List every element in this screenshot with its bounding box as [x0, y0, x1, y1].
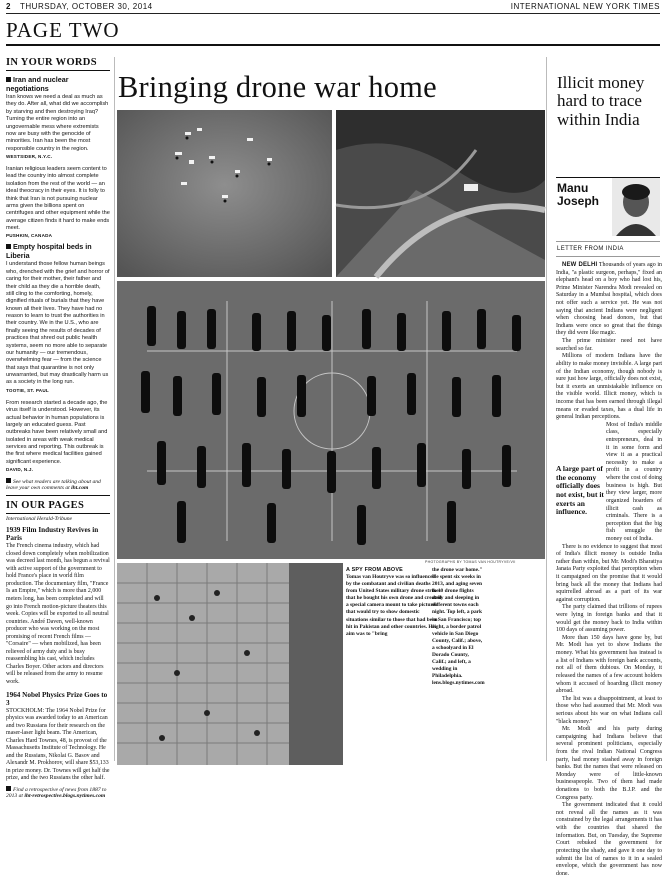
schoolyard-photo: [117, 281, 545, 559]
author-photo-art: [612, 178, 660, 236]
wedding-photo: [117, 563, 343, 765]
column-rule: [556, 256, 660, 257]
letter-body: Iran knows we need a deal as much as they do. After all, what did we accomplish by starving and then destroying Iraq? Turning the entire region into an ungovernable mess where extremists now are busy with the genocide of minorities. Iran has been the most responsible country in the region.: [6, 94, 109, 152]
title-rule: [6, 44, 660, 46]
park-photo: [117, 110, 332, 277]
letter-body: From research started a decade ago, the virus itself is understood. However, its actual behavior in human populations is largely an educated guess. Past outbreaks have been relatively small and isolated in areas with weak medical services and reporting. This outbreak is the first where medical facilities gained significant experience.: [6, 399, 108, 465]
comments-link[interactable]: iht.com: [71, 485, 89, 492]
in-our-pages-title: IN OUR PAGES: [6, 500, 110, 514]
column-paragraph: Most of India's middle class, especially entrepreneurs, deal in it in some form and view it as a practical necessity to make a profit in a country where the cost of doing business is high. But they view larger, more organized hoarders of illicit cash as criminals. There is a perception that the big fish smuggle the money out of India.: [606, 421, 662, 542]
in-our-pages-subtitle: International Herald-Tribune: [6, 516, 73, 523]
letter-body: I understand those fellow human beings who, drenched with the grief and horror of caring for their mother, their father and their child as they die a horrible death, still cling to the comforting, homely, dignified rituals of burials that they have known all their lives. They have had no reason to learn to trust the authorities in their country. We in the U.S., who are finally seeing the results of decades of practices that shred out public health systems, seem no more able to separate our humanity — our tremendous, overwhelming fear — from the science that says that quarantine is not only unwarranted, but may drastically harm us as a society in the long run.: [6, 261, 110, 386]
photo-caption-continued: the drone war home." He spent six weeks in 2013, and aging seven to 10 drone flights daily and sleeping in different towns each night. Top left, a park in San Francisco; top right, a border patrol vehicle in San Diego County, Calif.; above, a schoolyard in El Dorado County, Calif.; and left, a wedding in Philadelphia. lens.blogs.nytimes.com: [432, 567, 485, 687]
feature-headline: Bringing drone war home: [118, 70, 437, 104]
column-paragraph: Millions of modern Indians have the ability to make money invisible. A large part of the Indian economy, though nobody is sure just how large, officially does not exist, but it exerts an unmistakable influence on the visible world. Illicit money, which is income that has been earned through illegal means or evaded taxes, has a dual life in general Indian perceptions.: [556, 353, 662, 421]
column-paragraph: The party claimed that trillions of rupees were lying in foreign banks and that it would get the money back to India within 100 days of assuming power.: [556, 604, 662, 634]
column-divider: [114, 57, 115, 761]
letter-heading: Iran and nuclear negotiations: [6, 75, 69, 93]
column-paragraph: NEW DELHI Thousands of years ago in India, "a plastic surgeon, perhaps," fixed an elephant's head on a boy who had lost his, Prime Minister Narendra Modi revealed on Saturday in a Mumbai hospital, which does not offer such a service yet. He was not saying that ancient Indians were negligent when choosing head donors, but that Indians were once so great that the things they did were like magic.: [556, 262, 662, 337]
archive-heading: 1964 Nobel Physics Prize Goes to 3: [6, 690, 108, 707]
column-headline: Illicit money hard to trace within India: [557, 73, 645, 129]
letter-byline: PUSHKIN, CANADA: [6, 233, 53, 239]
page-header: [6, 2, 660, 14]
letter-byline: TOOTIE, ST. PAUL: [6, 387, 49, 393]
retrospective-link[interactable]: iht-retrospective.blogs.nytimes.com: [24, 792, 106, 799]
issue-date: THURSDAY, OCTOBER 30, 2014: [20, 2, 153, 11]
letter-byline: DAVID, N.J.: [6, 467, 34, 473]
wedding-photo-art: [117, 563, 343, 765]
archive-body: STOCKHOLM: The 1964 Nobel Prize for physics was awarded today to an American and two Russians for their research on the maser-laser light beam. The American, Charles Hard Townes, 48, is provost of the Massachusetts Institute of Technology. He and the Russians, Nikolai G. Basov and Alexandr M. Prokhorov, will share $53,133 in prize money. Dr. Townes will get half the prize, and the two Russians the other half.: [6, 707, 110, 782]
column-rule: [556, 241, 660, 242]
bullet-square-icon: [6, 77, 11, 82]
photo-credit: PHOTOGRAPHS BY TOMAS VAN HOUTRYVE/VII: [425, 560, 516, 564]
photo-caption: [346, 567, 442, 638]
column-paragraph: Mr. Modi and his party during campaigning had Indians believe that several prominent politicians, especially from the rival Indian National Congress party, had money stashed away in foreign banks. But the names that were released on Monday were of little-known businesspeople. Two of them had made donations to both the B.J.P. and the Congress party.: [556, 726, 662, 801]
newspaper-name: INTERNATIONAL NEW YORK TIMES: [510, 2, 660, 11]
bullet-square-icon: [6, 786, 11, 791]
letter-heading: Empty hospital beds in Liberia: [6, 242, 92, 261]
author-name: Manu Joseph: [557, 181, 600, 208]
border-patrol-photo: [336, 110, 545, 277]
page-number: 2: [6, 2, 11, 11]
dateline: NEW DELHI: [562, 262, 598, 268]
page-title: PAGE TWO: [6, 18, 120, 42]
left-column: [6, 57, 110, 799]
author-photo: [612, 178, 660, 236]
caption-body: Tomas van Houtryve was so influenced by the combatant and civilian deaths from United States military drone strikes that he bought his own drone and created a special camera mount to take pictures that would try to show domestic situations similar to those that had been hit in Pakistan and other countries. His aim was to "bring: [346, 574, 442, 637]
pull-quote: A large part of the economy officially does not exist, but it exerts an influence.: [556, 463, 604, 519]
column-paragraph: The government indicated that it could not reveal all the names as it was constrained by the legal arrangements it has with the countries that shared the information. But, on Tuesday, the Supreme Court rebuked the government for protecting the shady, and gave it one day to submit the list of names to it in a sealed envelope, which the government has now done.: [556, 802, 662, 877]
column-paragraph: The list was a disappointment, at least to those who had assumed that Mr. Modi was serious about his war on what Indians call "black money.": [556, 695, 662, 725]
bullet-square-icon: [6, 478, 11, 483]
letter-body: Iranian religious leaders seem content to lead the country into almost complete isolation from the rest of the world — an ideal theocracy in their eyes. It is folly to think that Iran is not pursuing nuclear arms given the billions spent on centrifuges and other equipment while the average citizen finds it hard to make ends meet.: [6, 166, 110, 231]
park-photo-art: [117, 110, 332, 277]
retrospective-note: Find a retrospective of news from 1887 to 2013 at iht-retrospective.blogs.nytimes.com: [6, 786, 107, 799]
column-paragraph: The prime minister need not have searched so far.: [556, 338, 662, 352]
comments-note: See what readers are talking about and leave your own comments at iht.com: [6, 479, 101, 492]
column-paragraph: There is no evidence to suggest that most of India's illicit money is outside India rather than within, but Mr. Modi's Bharatiya Janata Party exploited that perception when it campaigned on the promise that it would bring back all the money that Indians had squirrelled abroad as a part of its war against corruption.: [556, 543, 662, 603]
column-kicker: LETTER FROM INDIA: [557, 246, 624, 252]
archive-heading: 1939 Film Industry Revives in Paris: [6, 526, 99, 543]
letter-byline: WESTSIDER, N.Y.C.: [6, 154, 53, 159]
in-your-words-title: IN YOUR WORDS: [6, 57, 110, 71]
column-paragraph: More than 150 days have gone by, but Mr. Modi has yet to show Indians the money. What his government has instead is a list of Indians with foreign bank accounts, not all of them dubious. On Monday, it released the names of a few account holders whom it accused of hoarding illicit money abroad.: [556, 634, 662, 695]
schoolyard-photo-art: [117, 281, 545, 559]
archive-body: The French cinema industry, which had closed down completely when mobilization was decreed last month, has begun a revival with active support of the government to hold France's place in world film production. The documentary film, "France Is an Empire," which is more than 2,000 meters long, has been completed and will go into French motion-picture theaters this week. Copies will be exported to all neutral countries. André Daven, well-known producer who was working on the most promising of recent French films — "Corsaire" — when mobilized, has been relieved of army duty and is busy reassembling his cast, which includes Charles Boyer. Other actors and directors will be released from the army to resume work.: [6, 543, 110, 685]
border-patrol-photo-art: [336, 110, 545, 277]
column-divider: [546, 57, 547, 761]
caption-lead: A SPY FROM ABOVE: [346, 567, 403, 573]
bullet-square-icon: [6, 244, 11, 249]
